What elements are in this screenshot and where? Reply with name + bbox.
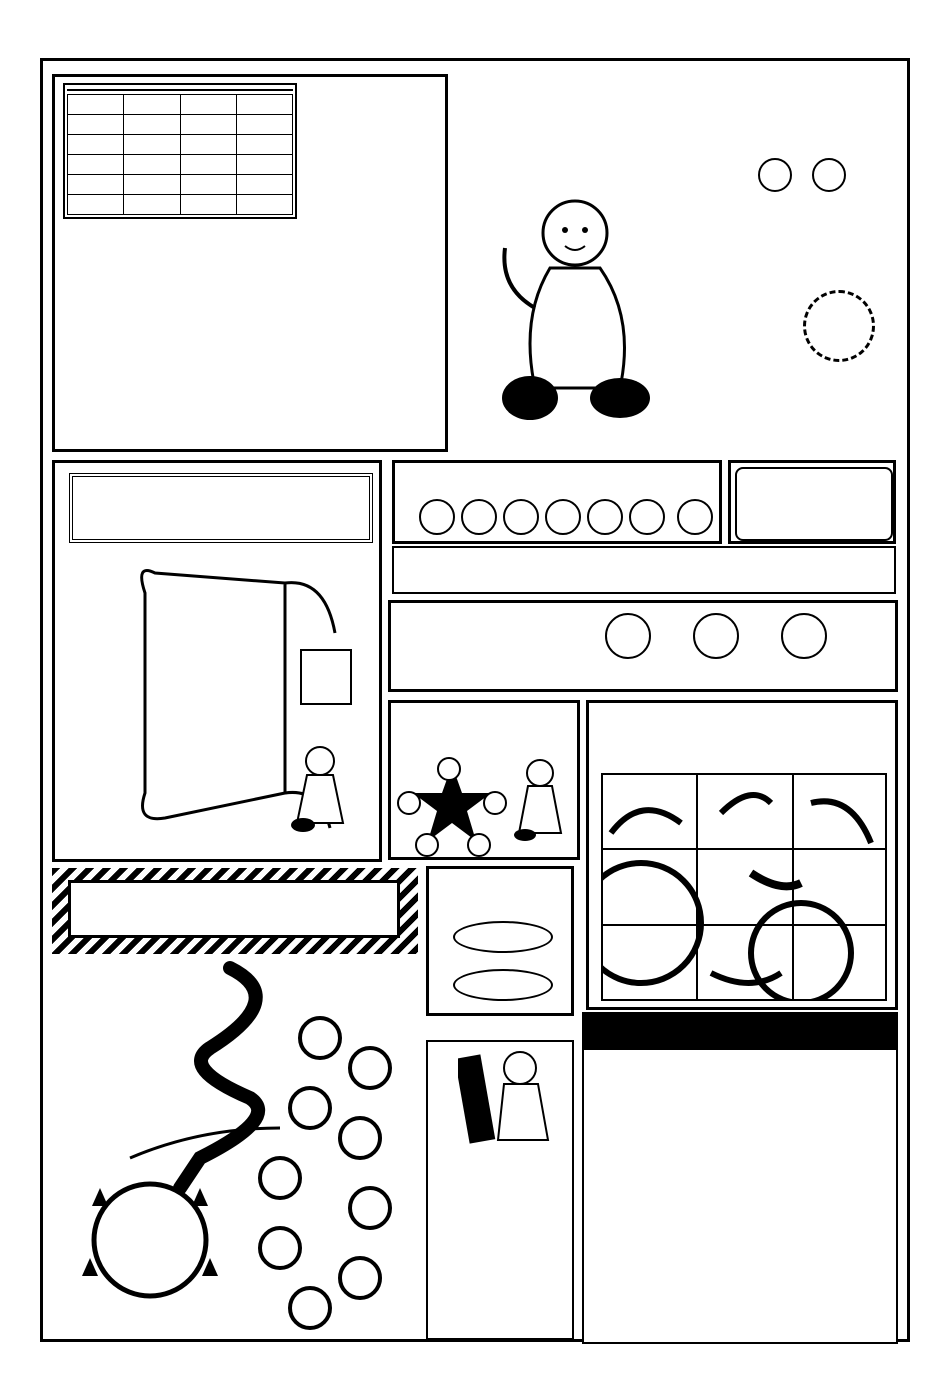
send-code-ball [483,791,507,815]
cell [180,175,236,195]
send-code-ball [397,791,421,815]
draw-ball [419,499,455,535]
cell [68,175,124,195]
send-code-ball [415,833,439,857]
fortune-illustration [80,958,420,1338]
today-code-panel [426,866,574,1016]
right-border-strip [914,58,942,1342]
recommend-ball [605,613,651,659]
bottom-border-strip [6,1346,939,1374]
strength-table-wrap [63,83,297,219]
today-big-oval [453,921,553,953]
cell [180,115,236,135]
results-title [584,1014,896,1050]
next-draw-panel [728,460,896,544]
cell [124,155,180,175]
strength-table [67,94,293,215]
col-header [236,95,292,115]
lantern-circle-2 [812,158,846,192]
cell [236,155,292,175]
col-header [68,95,124,115]
cell [68,155,124,175]
cell [236,195,292,215]
lantern-circle-1 [758,158,792,192]
poem-title-box [69,473,373,543]
cell [124,195,180,215]
send-code-panel [388,700,580,860]
cell [180,135,236,155]
cell [124,175,180,195]
draw-result-panel [392,460,722,544]
draw-ball [629,499,665,535]
boy-mascot-illustration [490,188,660,428]
send-code-ball [467,833,491,857]
left-border-strip [6,58,34,1342]
cell [124,135,180,155]
recommend-ball [693,613,739,659]
draw-balls [419,499,713,535]
strength-table-title [67,87,293,91]
strength-panel [52,74,448,452]
send-code-ball [437,757,461,781]
cell [124,115,180,135]
draw-ball [545,499,581,535]
draw-ball [461,499,497,535]
recommend-ball [781,613,827,659]
zodiac-panel [426,1040,574,1340]
table-row [68,115,293,135]
issue-badge [803,290,875,362]
poem-badge-box [300,649,352,705]
draw-special-ball [677,499,713,535]
notice-panel [392,546,896,594]
cell [236,175,292,195]
table-row [68,175,293,195]
top-border-strip [6,26,939,54]
fortune-title-band [52,868,418,954]
puzzle-grid [601,773,887,1001]
next-draw-inner [735,467,893,541]
fortune-title-box [68,880,400,938]
cell [68,195,124,215]
draw-ball [503,499,539,535]
col-header [124,95,180,115]
col-header [180,95,236,115]
draw-ball [587,499,623,535]
zodiac-boy-illustration [458,1046,558,1146]
cell [236,135,292,155]
cell [180,155,236,175]
table-row [68,155,293,175]
cell [68,115,124,135]
small-boy-icon [285,743,355,833]
poem-panel [52,460,382,862]
recommend-panel [388,600,898,692]
cell [180,195,236,215]
special-code-panel [586,700,898,1010]
results-panel [582,1012,898,1344]
table-row [68,195,293,215]
cell [236,115,292,135]
cell [68,135,124,155]
small-boy-icon [509,757,571,843]
table-row [68,135,293,155]
today-double-oval [453,969,553,1001]
